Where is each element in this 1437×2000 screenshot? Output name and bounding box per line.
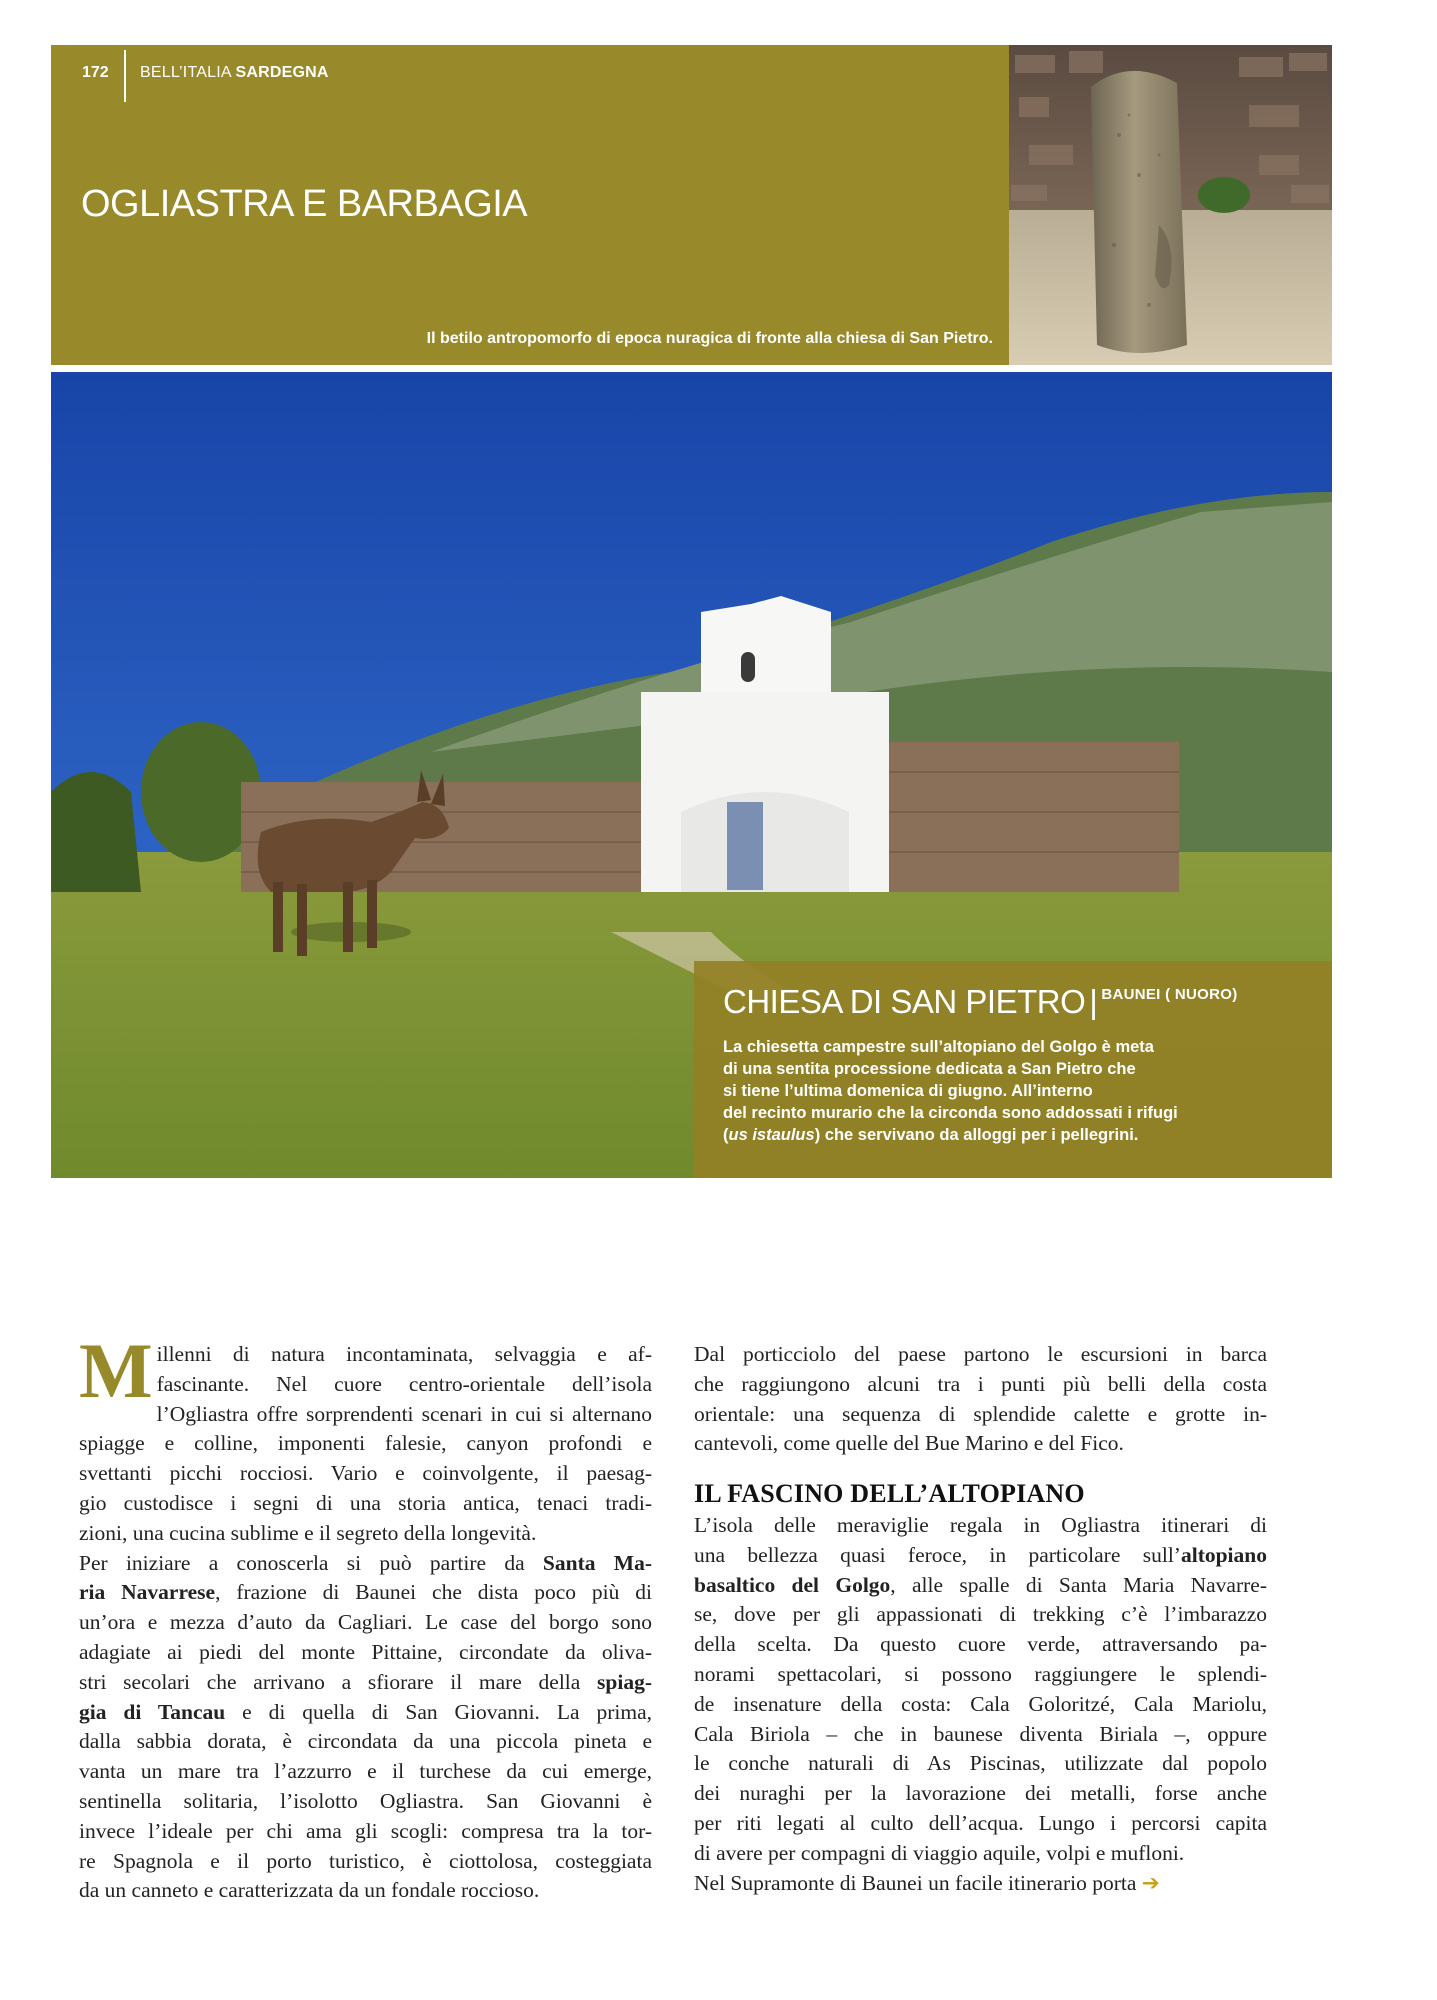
caption-line: La chiesetta campestre sull’altopiano del Golgo è meta [723, 1038, 1154, 1056]
caption-line: si tiene l’ultima domenica di giugno. All’interno [723, 1082, 1093, 1100]
section-title: OGLIASTRA E BARBAGIA [81, 183, 528, 225]
region-name: SARDEGNA [235, 64, 329, 81]
dropcap: M [79, 1327, 153, 1414]
article-paragraph-intro: M illenni di natura incontaminata, selvaggia e af- fascinante. Nel cuore centro-orientale dell’isola l’Ogliastra offre sorprendenti scenari in cui si alternano spiagge e colline, imponenti falesie, canyon profondi e svettanti picchi rocciosi. Vario e coinvolgente, il paesag- gio custodisce i segni di una storia antica, tenaci tradi- zioni, una cucina sublime e il segreto della longevità. [79, 1327, 652, 1545]
caption-line: del recinto murario che la circonda sono addossati i rifugi [723, 1104, 1178, 1122]
article-paragraph-altopiano: L’isola delle meraviglie regala in Ogliastra itinerari di una bellezza quasi feroce, in particolare sull’altopiano basaltico del Golgo, alle spalle di Santa Maria Navarre- se, dove per gli appassionati di trekking c’è l’imbarazzo della scelta. Da questo cuore verde, attraversando pa- norami spettacolari, si possono raggiungere le splendi- de insenature della costa: Cala Goloritzé, Cala Mariolu, Cala Biriola – che in baunese diventa Biriala –, oppure le conche naturali di As Piscinas, utilizzate dal popolo dei nuraghi per la lavorazione dei metalli, forse anche per riti legati al culto dell’acqua. Lungo i percorsi capita di avere per compagni di viaggio aquile, volpi e mufloni. Nel Supramonte di Baunei un facile itinerario porta ➔ [694, 1512, 1267, 1896]
article-subheading: IL FASCINO DELL’ALTOPIANO [694, 1479, 1085, 1509]
page-number: 172 [82, 64, 109, 81]
magazine-name: BELL’ITALIA [140, 64, 231, 81]
caption-line: di una sentita processione dedicata a San Pietro che [723, 1060, 1136, 1078]
church-name: CHIESA DI SAN PIETRO [723, 983, 1086, 1020]
photo-caption-text [723, 1036, 1313, 1146]
running-head [140, 64, 329, 82]
article-paragraph-boats: Dal porticciolo del paese partono le escursioni in barca che raggiungono alcuni tra i punti più belli della costa orientale: una sequenza di splendide calette e grotte in- cantevoli, come quelle del Bue Marino e del Fico. [694, 1342, 1267, 1456]
photo-caption-title [723, 983, 1238, 1021]
caption-line: (us istaulus) che servivano da alloggi per i pellegrini. [723, 1126, 1139, 1144]
caption-italic-term: us istaulus [728, 1126, 815, 1144]
church-location: BAUNEI ( NUORO) [1101, 986, 1238, 1003]
top-photo-caption: Il betilo antropomorfo di epoca nuragica di fronte alla chiesa di San Pietro. [426, 330, 993, 347]
continue-arrow-icon: ➔ [1141, 1870, 1160, 1896]
betilo-illustration [1009, 45, 1332, 365]
article-column-right [694, 1340, 1267, 1898]
betilo-photo [1009, 45, 1332, 365]
caption-separator: | [1089, 983, 1098, 1020]
article-paragraph-santa-maria: Per iniziare a conoscerla si può partire da Santa Ma- ria Navarrese, frazione di Baunei che dista poco più di un’ora e mezza d’auto da Cagliari. Le case del borgo sono adagiate ai piedi del monte Pittaine, circondate da oliva- stri secolari che arrivano a sfiorare il mare della spiag- gia di Tancau e di quella di San Giovanni. La prima, dalla sabbia dorata, è circondata da una piccola pineta e vanta un mare tra l’azzurro e il turchese da cui emerge, sentinella solitaria, l’isolotto Ogliastra. San Giovanni è invece l’ideale per chi ama gli scogli: compresa tra la tor- re Spagnola e il porto turistico, è ciottolosa, costeggiata da un canneto e caratterizzata da un fondale roccioso. [79, 1550, 652, 1903]
header-divider [124, 50, 126, 102]
article-column-left [79, 1327, 652, 1906]
